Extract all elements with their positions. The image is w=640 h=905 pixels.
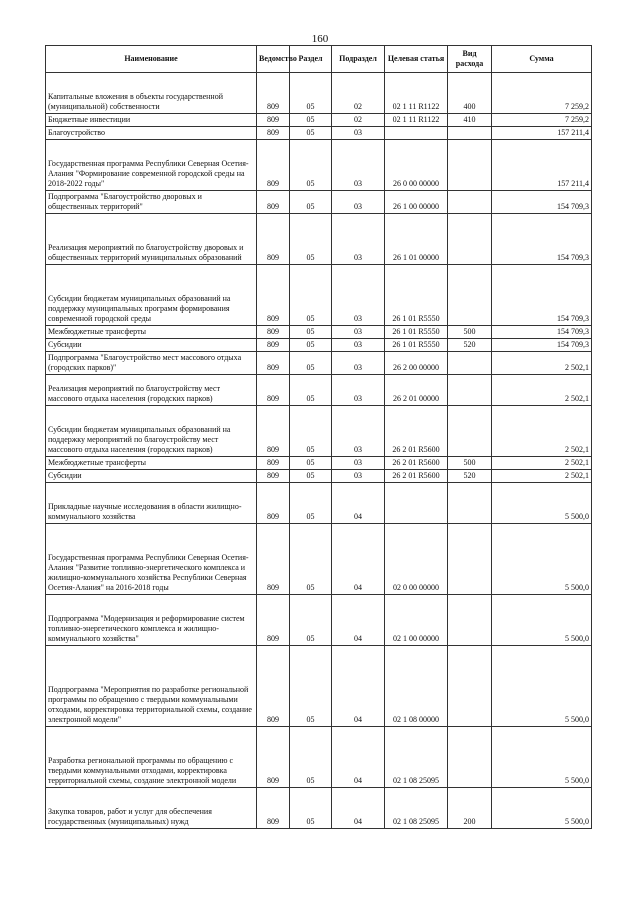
row-ved: 809 <box>257 73 290 114</box>
row-ved: 809 <box>257 114 290 127</box>
table-row <box>46 191 592 214</box>
row-ved: 809 <box>257 483 290 524</box>
row-sum: 154 709,3 <box>492 265 592 326</box>
row-name: Реализация мероприятий по благоустройству мест массового отдыха населения (городских парков) <box>46 375 257 406</box>
row-subsection: 03 <box>332 406 385 457</box>
row-ved: 809 <box>257 727 290 788</box>
row-ved: 809 <box>257 191 290 214</box>
row-section: 05 <box>290 265 332 326</box>
row-subsection: 02 <box>332 73 385 114</box>
row-ved: 809 <box>257 406 290 457</box>
row-name: Реализация мероприятий по благоустройству дворовых и общественных территорий муниципальных образований <box>46 214 257 265</box>
row-article: 26 1 01 R5550 <box>385 265 448 326</box>
row-subsection: 03 <box>332 265 385 326</box>
row-subsection: 03 <box>332 191 385 214</box>
row-section: 05 <box>290 326 332 339</box>
table-row <box>46 524 592 595</box>
row-name: Подпрограмма "Благоустройство дворовых и общественных территорий" <box>46 191 257 214</box>
table-row <box>46 595 592 646</box>
row-sum: 5 500,0 <box>492 788 592 829</box>
row-subsection: 03 <box>332 326 385 339</box>
row-section: 05 <box>290 788 332 829</box>
row-sum: 7 259,2 <box>492 114 592 127</box>
table-row <box>46 73 592 114</box>
row-article: 02 1 08 00000 <box>385 646 448 727</box>
row-article: 26 2 01 R5600 <box>385 457 448 470</box>
row-kind <box>448 406 492 457</box>
row-subsection: 04 <box>332 727 385 788</box>
row-section: 05 <box>290 73 332 114</box>
row-ved: 809 <box>257 524 290 595</box>
row-name: Прикладные научные исследования в области жилищно-коммунального хозяйства <box>46 483 257 524</box>
row-sum: 5 500,0 <box>492 646 592 727</box>
row-section: 05 <box>290 140 332 191</box>
row-article: 02 1 11 R1122 <box>385 114 448 127</box>
row-ved: 809 <box>257 375 290 406</box>
row-name: Разработка региональной программы по обращению с твердыми коммунальными отходами, корректировка территориальной схемы, создание электронной модели <box>46 727 257 788</box>
table-row <box>46 339 592 352</box>
row-name: Межбюджетные трансферты <box>46 326 257 339</box>
row-article <box>385 127 448 140</box>
row-section: 05 <box>290 524 332 595</box>
row-sum: 154 709,3 <box>492 214 592 265</box>
row-name: Субсидии <box>46 339 257 352</box>
header-kind: Вид расхода <box>448 46 492 73</box>
row-name: Капитальные вложения в объекты государственной (муниципальной) собственности <box>46 73 257 114</box>
row-section: 05 <box>290 127 332 140</box>
row-section: 05 <box>290 646 332 727</box>
row-section: 05 <box>290 483 332 524</box>
row-kind <box>448 646 492 727</box>
row-subsection: 04 <box>332 788 385 829</box>
row-subsection: 03 <box>332 457 385 470</box>
row-subsection: 03 <box>332 470 385 483</box>
row-sum: 5 500,0 <box>492 483 592 524</box>
row-kind <box>448 352 492 375</box>
header-subsection: Подраздел <box>332 46 385 73</box>
table-row <box>46 788 592 829</box>
table-row <box>46 214 592 265</box>
row-name: Субсидии бюджетам муниципальных образований на поддержку мероприятий по благоустройству мест массового отдыха населения (городских парков) <box>46 406 257 457</box>
header-name: Наименование <box>46 46 257 73</box>
row-section: 05 <box>290 406 332 457</box>
table-row <box>46 406 592 457</box>
page-number: 160 <box>311 33 329 45</box>
row-sum: 157 211,4 <box>492 140 592 191</box>
row-ved: 809 <box>257 326 290 339</box>
table-row <box>46 127 592 140</box>
row-name: Бюджетные инвестиции <box>46 114 257 127</box>
row-article: 02 1 08 25095 <box>385 788 448 829</box>
header-sum: Сумма <box>492 46 592 73</box>
row-section: 05 <box>290 727 332 788</box>
row-sum: 2 502,1 <box>492 352 592 375</box>
row-article: 02 0 00 00000 <box>385 524 448 595</box>
header-article: Целевая статья <box>385 46 448 73</box>
row-kind <box>448 595 492 646</box>
table-row <box>46 483 592 524</box>
row-subsection: 03 <box>332 140 385 191</box>
row-article: 02 1 11 R1122 <box>385 73 448 114</box>
row-ved: 809 <box>257 470 290 483</box>
row-kind: 410 <box>448 114 492 127</box>
table-row <box>46 470 592 483</box>
row-kind <box>448 375 492 406</box>
row-section: 05 <box>290 114 332 127</box>
row-subsection: 04 <box>332 483 385 524</box>
row-article: 26 1 01 R5550 <box>385 326 448 339</box>
row-article: 02 1 00 00000 <box>385 595 448 646</box>
row-kind <box>448 127 492 140</box>
row-kind: 520 <box>448 339 492 352</box>
row-kind <box>448 265 492 326</box>
row-ved: 809 <box>257 127 290 140</box>
row-kind <box>448 140 492 191</box>
row-sum: 2 502,1 <box>492 375 592 406</box>
row-article: 26 2 01 00000 <box>385 375 448 406</box>
row-sum: 154 709,3 <box>492 191 592 214</box>
row-kind <box>448 524 492 595</box>
row-kind <box>448 191 492 214</box>
table-row <box>46 265 592 326</box>
row-subsection: 03 <box>332 375 385 406</box>
row-kind <box>448 214 492 265</box>
row-ved: 809 <box>257 140 290 191</box>
row-section: 05 <box>290 595 332 646</box>
row-name: Подпрограмма "Мероприятия по разработке региональной программы по обращению с твердыми коммунальными отходами, корректировка территориальной схемы, создание электронной модели" <box>46 646 257 727</box>
row-kind: 500 <box>448 326 492 339</box>
row-article: 26 2 01 R5600 <box>385 470 448 483</box>
table-row <box>46 326 592 339</box>
budget-table <box>45 45 592 829</box>
row-name: Государственная программа Республики Северная Осетия-Алания "Формирование современной городской среды на 2018-2022 годы" <box>46 140 257 191</box>
table-row <box>46 114 592 127</box>
row-subsection: 02 <box>332 114 385 127</box>
row-ved: 809 <box>257 352 290 375</box>
row-name: Государственная программа Республики Северная Осетия-Алания "Развитие топливно-энергетического комплекса и жилищно-коммунального хозяйства Республики Северная Осетия-Алания" на 2016-2018 годы <box>46 524 257 595</box>
row-sum: 5 500,0 <box>492 727 592 788</box>
row-section: 05 <box>290 339 332 352</box>
header-ved: Ведомство <box>257 46 290 73</box>
table-row <box>46 646 592 727</box>
row-ved: 809 <box>257 214 290 265</box>
row-sum: 2 502,1 <box>492 457 592 470</box>
row-ved: 809 <box>257 595 290 646</box>
row-name: Закупка товаров, работ и услуг для обеспечения государственных (муниципальных) нужд <box>46 788 257 829</box>
row-sum: 154 709,3 <box>492 339 592 352</box>
row-section: 05 <box>290 375 332 406</box>
row-kind: 520 <box>448 470 492 483</box>
row-name: Подпрограмма "Благоустройство мест массового отдыха (городских парков)" <box>46 352 257 375</box>
row-subsection: 03 <box>332 214 385 265</box>
row-subsection: 04 <box>332 595 385 646</box>
row-article: 02 1 08 25095 <box>385 727 448 788</box>
row-kind: 500 <box>448 457 492 470</box>
table-header-row <box>46 46 592 73</box>
row-sum: 154 709,3 <box>492 326 592 339</box>
row-kind: 400 <box>448 73 492 114</box>
row-ved: 809 <box>257 788 290 829</box>
row-section: 05 <box>290 191 332 214</box>
row-article: 26 1 00 00000 <box>385 191 448 214</box>
row-article <box>385 483 448 524</box>
table-row <box>46 727 592 788</box>
table-row <box>46 140 592 191</box>
row-article: 26 1 01 00000 <box>385 214 448 265</box>
row-ved: 809 <box>257 646 290 727</box>
row-name: Межбюджетные трансферты <box>46 457 257 470</box>
row-subsection: 04 <box>332 524 385 595</box>
row-section: 05 <box>290 457 332 470</box>
row-subsection: 03 <box>332 339 385 352</box>
row-article: 26 2 00 00000 <box>385 352 448 375</box>
row-subsection: 04 <box>332 646 385 727</box>
row-sum: 2 502,1 <box>492 470 592 483</box>
header-section: Раздел <box>290 46 332 73</box>
row-sum: 7 259,2 <box>492 73 592 114</box>
row-article: 26 2 01 R5600 <box>385 406 448 457</box>
row-ved: 809 <box>257 265 290 326</box>
row-article: 26 0 00 00000 <box>385 140 448 191</box>
row-section: 05 <box>290 352 332 375</box>
row-name: Субсидии бюджетам муниципальных образований на поддержку муниципальных программ формирования современной городской среды <box>46 265 257 326</box>
row-name: Субсидии <box>46 470 257 483</box>
row-sum: 2 502,1 <box>492 406 592 457</box>
row-kind <box>448 727 492 788</box>
row-sum: 157 211,4 <box>492 127 592 140</box>
row-section: 05 <box>290 214 332 265</box>
table-row <box>46 457 592 470</box>
table-row <box>46 352 592 375</box>
row-name: Благоустройство <box>46 127 257 140</box>
row-kind <box>448 483 492 524</box>
row-sum: 5 500,0 <box>492 524 592 595</box>
row-subsection: 03 <box>332 352 385 375</box>
row-kind: 200 <box>448 788 492 829</box>
row-ved: 809 <box>257 457 290 470</box>
table-row <box>46 375 592 406</box>
row-sum: 5 500,0 <box>492 595 592 646</box>
row-article: 26 1 01 R5550 <box>385 339 448 352</box>
row-name: Подпрограмма "Модернизация и реформирование систем топливно-энергетического комплекса и жилищно-коммунального хозяйства" <box>46 595 257 646</box>
row-subsection: 03 <box>332 127 385 140</box>
row-ved: 809 <box>257 339 290 352</box>
row-section: 05 <box>290 470 332 483</box>
